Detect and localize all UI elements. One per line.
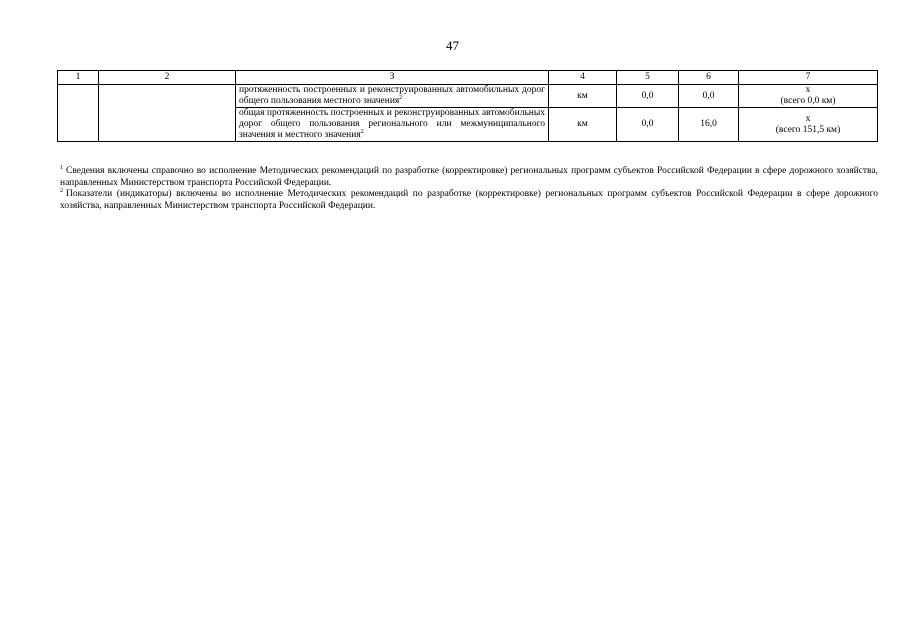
footnote-1 xyxy=(60,166,878,189)
empty-cell-col2 xyxy=(99,85,236,142)
unit-cell: км xyxy=(549,108,617,142)
value-cell-col5: 0,0 xyxy=(617,85,679,108)
footnote-text: Показатели (индикаторы) включены во исполнение Методических рекомендаций по разработке (корректировке) региональных программ субъектов Российской Федерации в сфере дорожного хозяйства, направленных Министерством транспорта Российской Федерации. xyxy=(60,189,878,211)
value-cell-col7 xyxy=(739,108,878,142)
indicator-name-cell xyxy=(236,85,549,108)
indicators-table xyxy=(57,70,878,142)
page-number: 47 xyxy=(446,38,459,53)
footnotes xyxy=(60,166,878,212)
unit-cell: км xyxy=(549,85,617,108)
footnote-text: Сведения включены справочно во исполнение Методических рекомендаций по разработке (корректировке) региональных программ субъектов Российской Федерации в сфере дорожного хозяйства, направленных Министерством транспорта Российской Федерации. xyxy=(60,166,878,188)
table-row xyxy=(58,85,878,108)
indicator-name-cell xyxy=(236,108,549,142)
column-header: 4 xyxy=(549,71,617,85)
value-cell-col6: 16,0 xyxy=(679,108,739,142)
column-header: 7 xyxy=(739,71,878,85)
column-header: 1 xyxy=(58,71,99,85)
empty-cell-col1 xyxy=(58,85,99,142)
column-header: 6 xyxy=(679,71,739,85)
col7-mark: х xyxy=(805,85,811,95)
column-header: 5 xyxy=(617,71,679,85)
column-header: 3 xyxy=(236,71,549,85)
footnote-ref: 2 xyxy=(360,128,364,135)
table-header-row xyxy=(58,71,878,85)
footnote-2 xyxy=(60,189,878,212)
footnote-ref: 2 xyxy=(399,94,403,101)
col7-total: (всего 151,5 км) xyxy=(775,124,841,135)
value-cell-col6: 0,0 xyxy=(679,85,739,108)
value-cell-col5: 0,0 xyxy=(617,108,679,142)
col7-mark: х xyxy=(805,113,811,124)
value-cell-col7 xyxy=(739,85,878,108)
col7-total: (всего 0,0 км) xyxy=(780,96,836,106)
footnote-mark: 2 xyxy=(60,187,63,194)
column-header: 2 xyxy=(99,71,236,85)
indicator-name: протяженность построенных и реконструированных автомобильных дорог общего пользования местного значения xyxy=(239,85,545,106)
indicator-name: общая протяженность построенных и реконструированных автомобильных дорог общего пользования регионального или межмуниципального значения и местного значения xyxy=(239,108,545,140)
footnote-mark: 1 xyxy=(60,164,63,171)
